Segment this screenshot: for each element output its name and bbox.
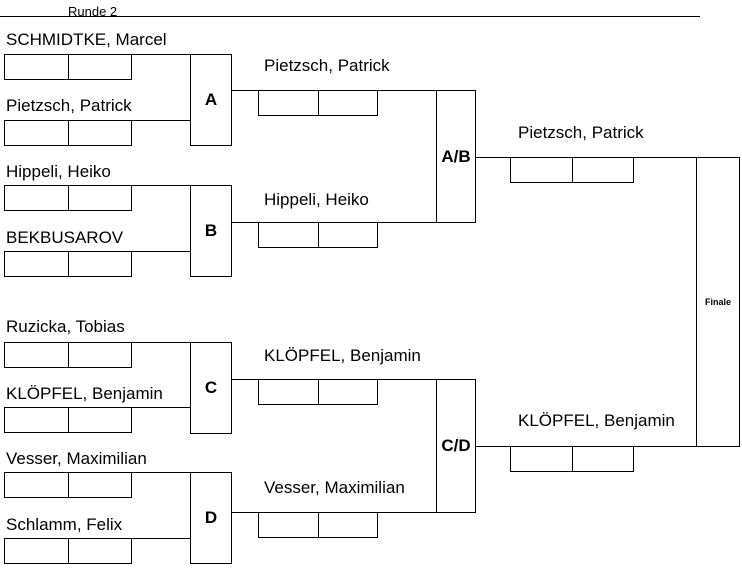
connector (132, 54, 190, 55)
connector (232, 90, 258, 91)
match-box-a: A (190, 54, 232, 146)
score-box-3[interactable] (4, 185, 132, 211)
connector (378, 222, 436, 223)
match-box-ab: A/B (436, 90, 476, 223)
winner-name-cd: KLÖPFEL, Benjamin (518, 411, 675, 430)
score-box-winner-d[interactable] (258, 512, 378, 538)
winner-name-b: Hippeli, Heiko (264, 190, 369, 209)
connector (132, 342, 190, 343)
connector (132, 185, 190, 186)
winner-name-d: Vesser, Maximilian (264, 478, 405, 497)
winner-name-a: Pietzsch, Patrick (264, 56, 390, 75)
round-label: Runde 2 (68, 4, 118, 19)
connector (634, 157, 696, 158)
connector (132, 120, 190, 121)
winner-name-ab: Pietzsch, Patrick (518, 123, 644, 142)
score-box-8[interactable] (4, 538, 132, 564)
player-name-4: BEKBUSAROV (6, 228, 124, 247)
connector (378, 90, 436, 91)
score-box-winner-cd[interactable] (510, 446, 634, 472)
player-name-1: SCHMIDTKE, Marcel (6, 30, 167, 49)
player-name-2: Pietzsch, Patrick (6, 96, 132, 115)
connector (378, 379, 436, 380)
connector (132, 538, 190, 539)
connector (232, 222, 258, 223)
score-box-5[interactable] (4, 342, 132, 368)
match-box-c: C (190, 342, 232, 434)
match-box-b: B (190, 185, 232, 277)
connector (132, 472, 190, 473)
score-box-winner-a[interactable] (258, 90, 378, 116)
player-name-8: Schlamm, Felix (6, 515, 123, 534)
connector (232, 379, 258, 380)
score-box-1[interactable] (4, 54, 132, 80)
connector (634, 446, 696, 447)
player-name-6: KLÖPFEL, Benjamin (6, 384, 163, 403)
match-box-final: Finale (696, 157, 740, 447)
player-name-7: Vesser, Maximilian (6, 449, 147, 468)
match-box-cd: C/D (436, 379, 476, 513)
connector (476, 157, 510, 158)
connector (132, 251, 190, 252)
winner-name-c: KLÖPFEL, Benjamin (264, 346, 421, 365)
player-name-3: Hippeli, Heiko (6, 162, 111, 181)
player-name-5: Ruzicka, Tobias (6, 317, 125, 336)
score-box-7[interactable] (4, 472, 132, 498)
connector (476, 446, 510, 447)
score-box-4[interactable] (4, 251, 132, 277)
connector (232, 512, 258, 513)
connector (132, 407, 190, 408)
score-box-2[interactable] (4, 120, 132, 146)
score-box-winner-c[interactable] (258, 379, 378, 405)
connector (378, 512, 436, 513)
score-box-winner-ab[interactable] (510, 157, 634, 183)
score-box-winner-b[interactable] (258, 222, 378, 248)
match-box-d: D (190, 472, 232, 564)
score-box-6[interactable] (4, 407, 132, 433)
